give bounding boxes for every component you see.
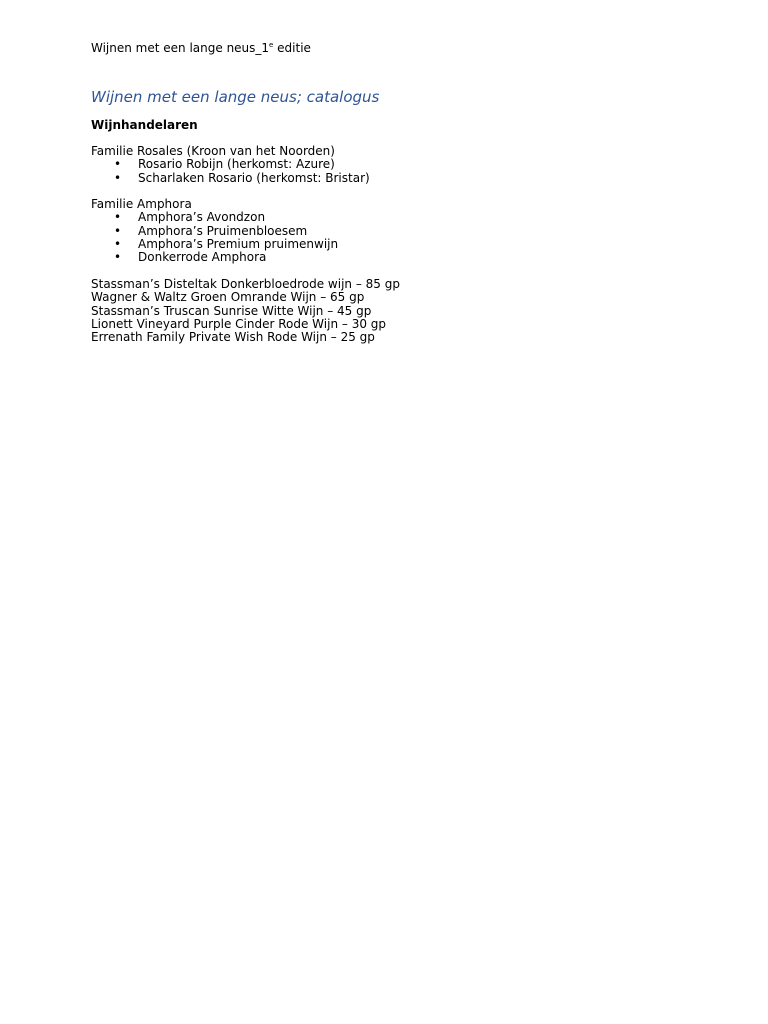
header-text-suffix: editie: [273, 41, 311, 55]
wine-price-line: Errenath Family Private Wish Rode Wijn – 25 gp: [91, 330, 375, 345]
list-item-text: Amphora’s Pruimenbloesem: [138, 223, 308, 238]
list-item-text: Amphora’s Premium pruimenwijn: [138, 237, 339, 252]
list-item: [91, 172, 400, 185]
wine-price-line: Stassman’s Disteltak Donkerbloedrode wijn – 85 gp: [91, 276, 400, 291]
document-title: Wijnen met een lange neus; catalogus: [91, 88, 380, 106]
list-item-text: Amphora’s Avondzon: [138, 210, 266, 225]
header-text: Wijnen met een lange neus_1: [91, 41, 270, 55]
section-heading: Wijnhandelaren: [91, 118, 198, 132]
spacer: [91, 185, 400, 198]
family-wine-list: [91, 158, 400, 185]
list-item-text: Rosario Robijn (herkomst: Azure): [138, 157, 335, 172]
page-header: [91, 41, 311, 56]
bullet-icon: •: [114, 250, 122, 265]
header-superscript: e: [269, 41, 274, 49]
wine-price-line: Lionett Vineyard Purple Cinder Rode Wijn – 30 gp: [91, 316, 387, 331]
list-item: [91, 238, 400, 251]
list-item-text: Scharlaken Rosario (herkomst: Bristar): [138, 170, 370, 185]
list-item: [91, 158, 400, 171]
bullet-icon: •: [114, 210, 122, 225]
list-item-text: Donkerrode Amphora: [138, 250, 267, 265]
bullet-icon: •: [114, 237, 122, 252]
bullet-icon: •: [114, 157, 122, 172]
bullet-icon: •: [114, 170, 122, 185]
family-wine-list: [91, 211, 400, 264]
list-item: [91, 251, 400, 264]
family-heading: Familie Amphora: [91, 197, 192, 212]
family-heading: Familie Rosales (Kroon van het Noorden): [91, 144, 335, 158]
list-item: [91, 225, 400, 238]
spacer: [91, 265, 400, 278]
document-body: [91, 145, 400, 344]
wine-price-line: Stassman’s Truscan Sunrise Witte Wijn – 45 gp: [91, 303, 372, 318]
list-item: [91, 211, 400, 224]
wine-price-line: Wagner & Waltz Groen Omrande Wijn – 65 gp: [91, 290, 365, 305]
bullet-icon: •: [114, 223, 122, 238]
